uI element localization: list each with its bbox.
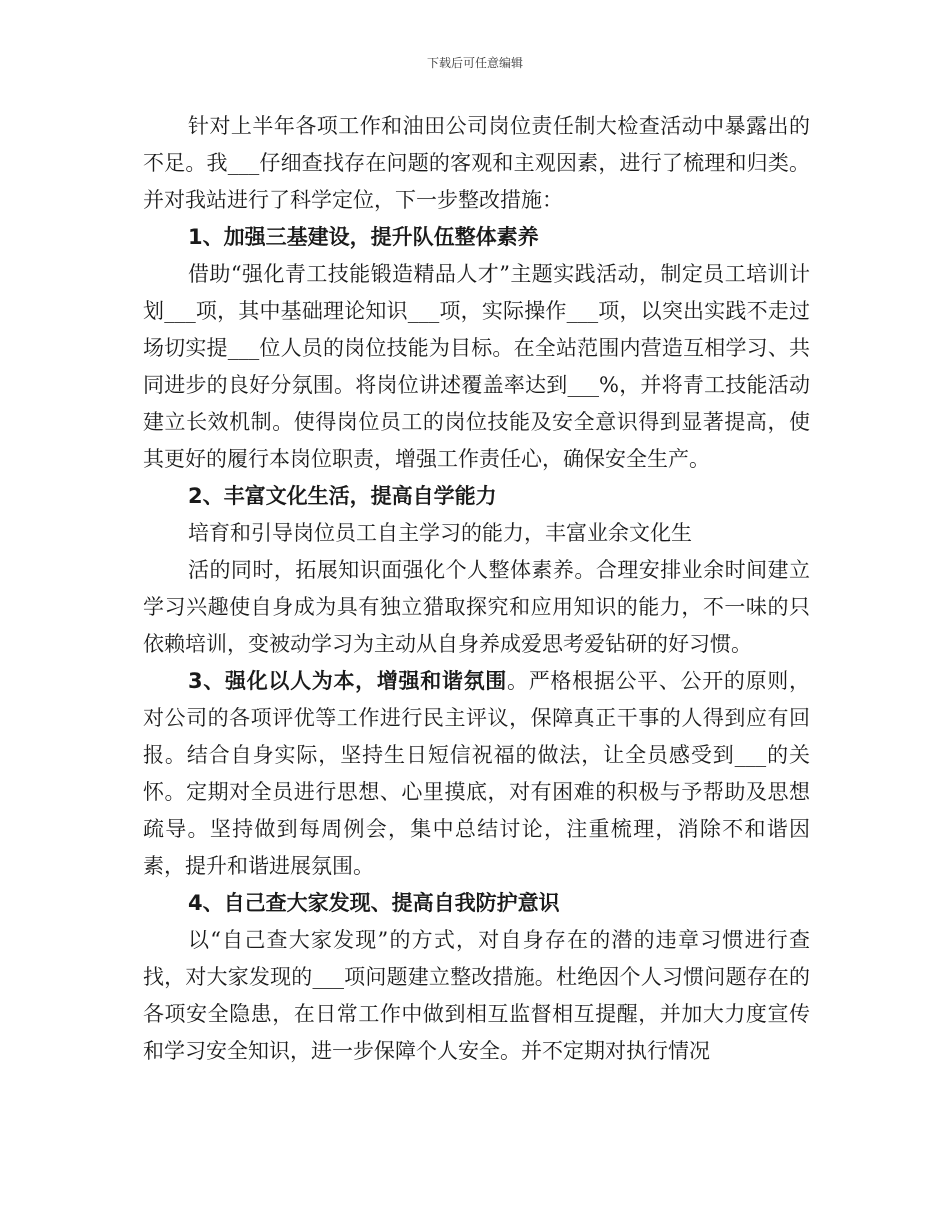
section-3-heading: 3、强化以人为本，增强和谐氛围: [188, 669, 507, 693]
intro-paragraph: 针对上半年各项工作和油田公司岗位责任制大检查活动中暴露出的不足。我___仔细查找存在问题的客观和主观因素，进行了梳理和归类。并对我站进行了科学定位，下一步整改措施：: [143, 114, 810, 212]
section-2-body-rest: 活的同时，拓展知识面强化个人整体素养。合理安排业余时间建立学习兴趣使自身成为具有独立猎取探究和应用知识的能力，不一味的只依赖培训，变被动学习为主动从自身养成爱思考爱钻研的好习惯。: [143, 558, 810, 656]
section-1-heading: 1、加强三基建设，提升队伍整体素养: [188, 225, 539, 249]
section-3-paragraph: [143, 663, 810, 885]
document-body: [143, 108, 810, 1070]
section-3-body: 。严格根据公平、公开的原则，对公司的各项评优等工作进行民主评议，保障真正干事的人得到应有回报。结合自身实际，坚持生日短信祝福的做法，让全员感受到___的关怀。定期对全员进行思想、心里摸底，对有困难的积极与予帮助及思想疏导。坚持做到每周例会，集中总结讨论，注重梳理，消除不和谐因素，提升和谐进展氛围。: [143, 669, 810, 878]
section-2-body-line1: 培育和引导岗位员工自主学习的能力，丰富业余文化生: [188, 521, 692, 545]
section-4-body: 以“自己查大家发现”的方式，对自身存在的潜的违章习惯进行查找，对大家发现的___项问题建立整改措施。杜绝因个人习惯问题存在的各项安全隐患，在日常工作中做到相互监督相互提醒，并加大力度宣传和学习安全知识，进一步保障个人安全。并不定期对执行情况: [143, 928, 810, 1063]
section-2-heading: 2、丰富文化生活，提高自学能力: [188, 484, 497, 508]
page-header: 下载后可任意编辑: [426, 56, 523, 70]
section-1-body: 借助“强化青工技能锻造精品人才”主题实践活动，制定员工培训计划___项，其中基础理论知识___项，实际操作___项，以突出实践不走过场切实提___位人员的岗位技能为目标。在全站范围内营造互相学习、共同进步的良好分氛围。将岗位讲述覆盖率达到___%，并将青工技能活动建立长效机制。使得岗位员工的岗位技能及安全意识得到显著提高，使其更好的履行本岗位职责，增强工作责任心，确保安全生产。: [143, 262, 810, 471]
section-4-heading: 4、自己查大家发现、提高自我防护意识: [188, 891, 560, 915]
